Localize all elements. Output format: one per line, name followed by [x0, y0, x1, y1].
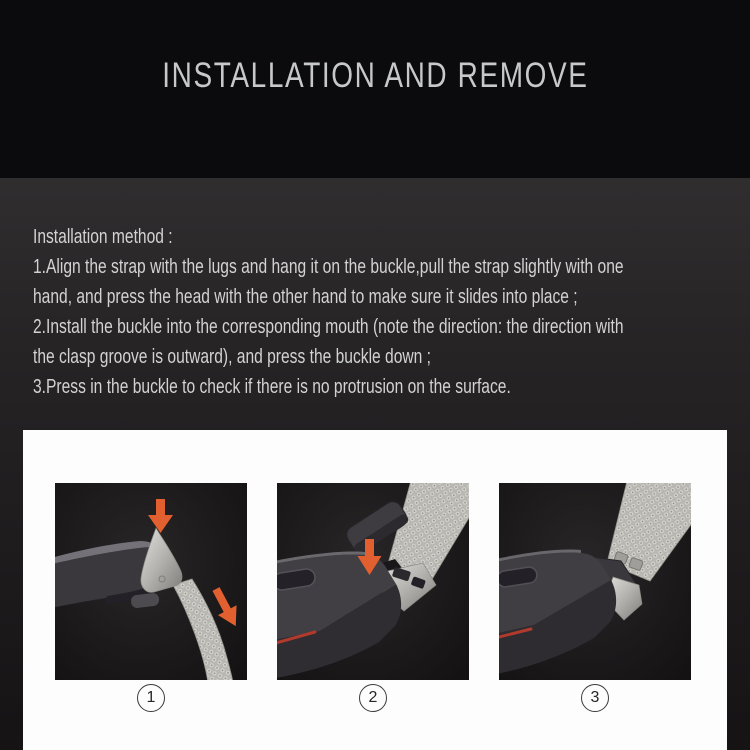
- step-2-number: 2: [359, 684, 387, 712]
- steps-card: [23, 430, 727, 750]
- step-1-illustration: [55, 483, 247, 680]
- smartwatch-icon: [277, 552, 401, 679]
- instruction-line: 1.Align the strap with the lugs and hang it on the buckle,pull the strap slightly with one: [33, 256, 624, 278]
- step-3-number: 3: [581, 684, 609, 712]
- step-3: [499, 483, 691, 712]
- instruction-line: hand, and press the head with the other hand to make sure it slides into place ;: [33, 286, 578, 308]
- step-3-illustration: [499, 483, 691, 680]
- step-2-illustration: [277, 483, 469, 680]
- instruction-line: 2.Install the buckle into the corresponding mouth (note the direction: the direction with: [33, 316, 624, 338]
- step-2: [277, 483, 469, 712]
- smartwatch-icon: [499, 550, 616, 675]
- step-2-image: [277, 483, 469, 680]
- press-down-arrow-icon: [148, 499, 173, 533]
- step-1-image: [55, 483, 247, 680]
- step-1-number: 1: [137, 684, 165, 712]
- instruction-heading: Installation method :: [33, 226, 173, 248]
- mesh-strap-icon: [173, 579, 233, 680]
- page-title: INSTALLATION AND REMOVE: [161, 56, 589, 95]
- steps-row: [23, 430, 727, 712]
- step-1: [55, 483, 247, 712]
- clasp-blade-icon: [141, 528, 182, 592]
- instruction-line: 3.Press in the buckle to check if there is no protrusion on the surface.: [33, 376, 511, 398]
- step-3-image: [499, 483, 691, 680]
- header-banner: [0, 0, 750, 178]
- installation-instructions: [0, 178, 750, 402]
- instruction-line: the clasp groove is outward), and press the buckle down ;: [33, 346, 432, 368]
